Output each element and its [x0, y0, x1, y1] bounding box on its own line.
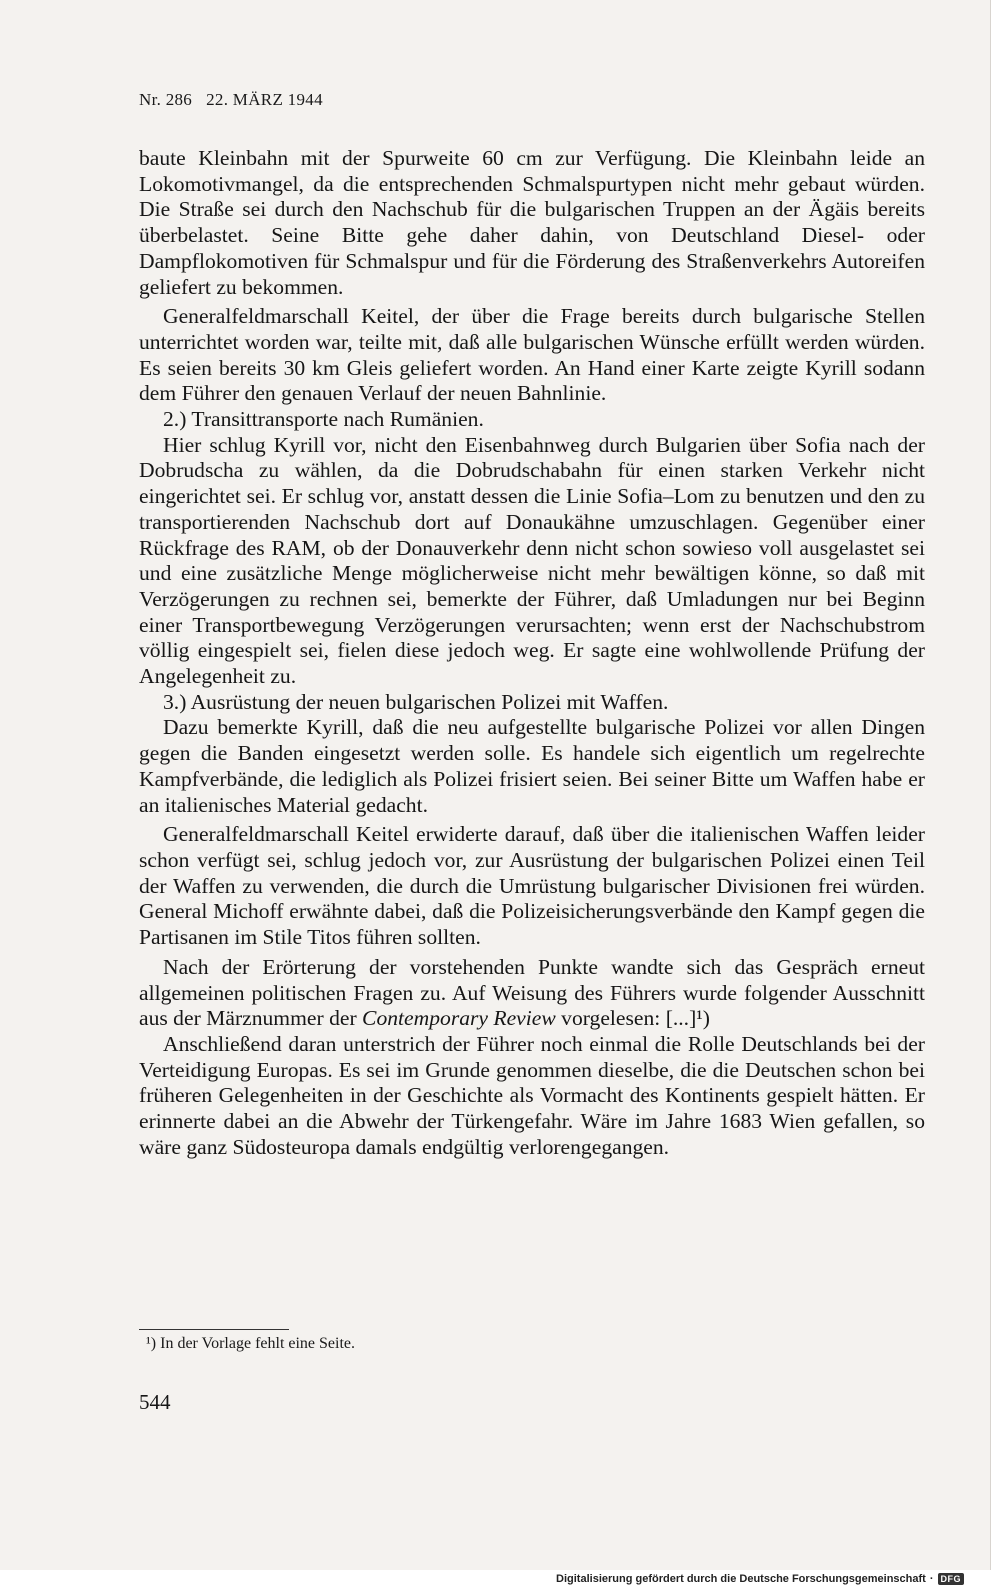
document-number: Nr. 286: [139, 90, 193, 109]
digitization-credit: Digitalisierung gefördert durch die Deutsche Forschungsgemeinschaft · DFG: [556, 1573, 964, 1585]
section-heading: 2.) Transittransporte nach Rumänien.: [163, 407, 484, 432]
footnote: ¹) In der Vorlage fehlt eine Seite.: [146, 1335, 356, 1352]
page-header: [139, 90, 323, 110]
paragraph-text: Nach der Erörterung der vorstehenden Punkte wandte sich das Gespräch erneut allgemeinen politischen Fragen zu. Auf Weisung des Führers wurde folgender Ausschnitt aus der Märznummer der: [139, 954, 925, 1031]
paragraph: Generalfeldmarschall Keitel erwiderte darauf, daß über die italienischen Waffen leider schon verfügt sei, schlug jedoch vor, zur Ausrüstung der bulgarischen Polizei einen Teil der Waffen zu verwenden, die durch die Umrüstung bulgarischer Divisionen frei würden. General Michoff erwähnte dabei, daß die Polizeisicherungsverbände den Kampf gegen die Partisanen im Stile Titos führen sollten.: [139, 822, 925, 950]
credit-text: Digitalisierung gefördert durch die Deutsche Forschungsgemeinschaft: [556, 1573, 926, 1585]
paragraph: [139, 955, 925, 1032]
body-text: [139, 146, 925, 1160]
paragraph-text: vorgelesen: [...]¹): [555, 1006, 710, 1031]
document-date: 22. MÄRZ 1944: [206, 90, 323, 109]
paragraph: baute Kleinbahn mit der Spurweite 60 cm zur Verfügung. Die Kleinbahn leide an Lokomotivmangel, da die entsprechenden Schmalspurtypen nicht mehr gebaut würden. Die Straße sei durch den Nachschub für die bulgarischen Truppen an der Ägäis bereits überbelastet. Seine Bitte gehe daher dahin, von Deutschland Diesel- oder Dampflokomotiven für Schmalspur und für die Förderung des Straßenverkehrs Autoreifen geliefert zu bekommen.: [139, 146, 925, 299]
section-heading: 3.) Ausrüstung der neuen bulgarischen Polizei mit Waffen.: [163, 689, 669, 714]
journal-title: Contemporary Review: [362, 1006, 556, 1031]
page-number: 544: [139, 1390, 171, 1414]
paragraph: Hier schlug Kyrill vor, nicht den Eisenbahnweg durch Bulgarien über Sofia nach der Dobrudscha zu wählen, da die Dobrudschabahn für einen starken Verkehr nicht eingerichtet sei. Er schlug vor, anstatt dessen die Linie Sofia–Lom zu benutzen und den zu transportierenden Nachschub dort auf Donaukähne umzuschlagen. Gegenüber einer Rückfrage des RAM, ob der Donauverkehr denn nicht schon sowieso voll ausgelastet sei und eine zusätzliche Menge möglicherweise nicht mehr bewältigen könne, so daß mit Verzögerungen zu rechnen sei, bemerkte der Führer, daß Umladungen nur bei Beginn einer Transportbewegung Verzögerungen verursachten; wenn erst der Nachschubstrom völlig eingespielt sei, fielen diese jedoch weg. Er sagte eine wohlwollende Prüfung der Angelegenheit zu.: [139, 432, 925, 689]
dfg-logo: DFG: [938, 1573, 965, 1585]
paragraph: Generalfeldmarschall Keitel, der über die Frage bereits durch bulgarische Stellen unterrichtet worden war, teilte mit, daß alle bulgarischen Wünsche erfüllt werden würden. Es seien bereits 30 km Gleis geliefert worden. An Hand einer Karte zeigte Kyrill sodann dem Führer den genauen Verlauf der neuen Bahnlinie.: [139, 304, 925, 406]
paragraph: Dazu bemerkte Kyrill, daß die neu aufgestellte bulgarische Polizei vor allen Dingen gegen die Banden eingesetzt werden solle. Es handele sich eigentlich um regelrechte Kampfverbände, die lediglich als Polizei frisiert seien. Bei seiner Bitte um Waffen habe er an italienisches Material gedacht.: [139, 715, 925, 817]
paragraph: Anschließend daran unterstrich der Führer noch einmal die Rolle Deutschlands bei der Verteidigung Europas. Es sei im Grunde genommen dieselbe, die die Deutschen schon bei früheren Gelegenheiten in der Geschichte als Vormacht des Kontinents gespielt hätten. Er erinnerte dabei an die Abwehr der Türkengefahr. Wäre im Jahre 1683 Wien gefallen, so wäre ganz Südosteuropa damals endgültig verlorengegangen.: [139, 1031, 925, 1159]
footnote-divider: [139, 1329, 289, 1330]
